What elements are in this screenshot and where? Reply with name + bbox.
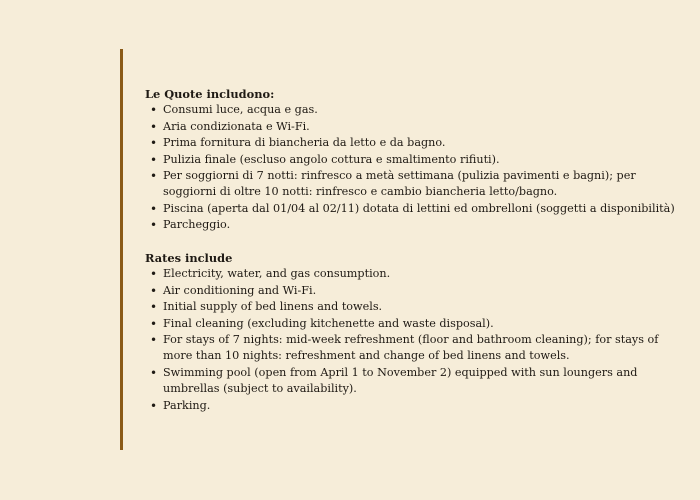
list-item: • Prima fornitura di biancheria da letto e da bagno. [145,135,685,151]
list-item: • For stays of 7 nights: mid-week refreshment (floor and bathroom cleaning); for stays of more than 10 nights: refreshment and change of bed linens and towels. [145,332,685,365]
list-item: • Parcheggio. [145,217,685,233]
list-item: • Consumi luce, acqua e gas. [145,102,685,118]
rates-content [145,86,685,414]
list-item: • Piscina (aperta dal 01/04 al 02/11) dotata di lettini ed ombrelloni (soggetti a disponibilità) [145,201,685,217]
english-inclusions-list [145,266,685,414]
list-item: • Air conditioning and Wi-Fi. [145,283,685,299]
section-title-italian: Le Quote includono: [145,87,275,101]
list-item: • Swimming pool (open from April 1 to November 2) equipped with sun loungers and umbrellas (subject to availability). [145,365,685,398]
list-item: • Parking. [145,398,685,414]
accent-divider-bar [120,49,123,450]
list-item: • Initial supply of bed linens and towels. [145,299,685,315]
italian-inclusions-list [145,102,685,233]
list-item: • Per soggiorni di 7 notti: rinfresco a metà settimana (pulizia pavimenti e bagni); per soggiorni di oltre 10 notti: rinfresco e cambio biancheria letto/bagno. [145,168,685,201]
section-title-english: Rates include [145,251,233,266]
list-item: • Electricity, water, and gas consumption. [145,266,685,282]
list-item: • Aria condizionata e Wi-Fi. [145,119,685,135]
list-item: • Pulizia finale (escluso angolo cottura e smaltimento rifiuti). [145,152,685,168]
section-spacer [145,234,685,250]
list-item: • Final cleaning (excluding kitchenette and waste disposal). [145,316,685,332]
